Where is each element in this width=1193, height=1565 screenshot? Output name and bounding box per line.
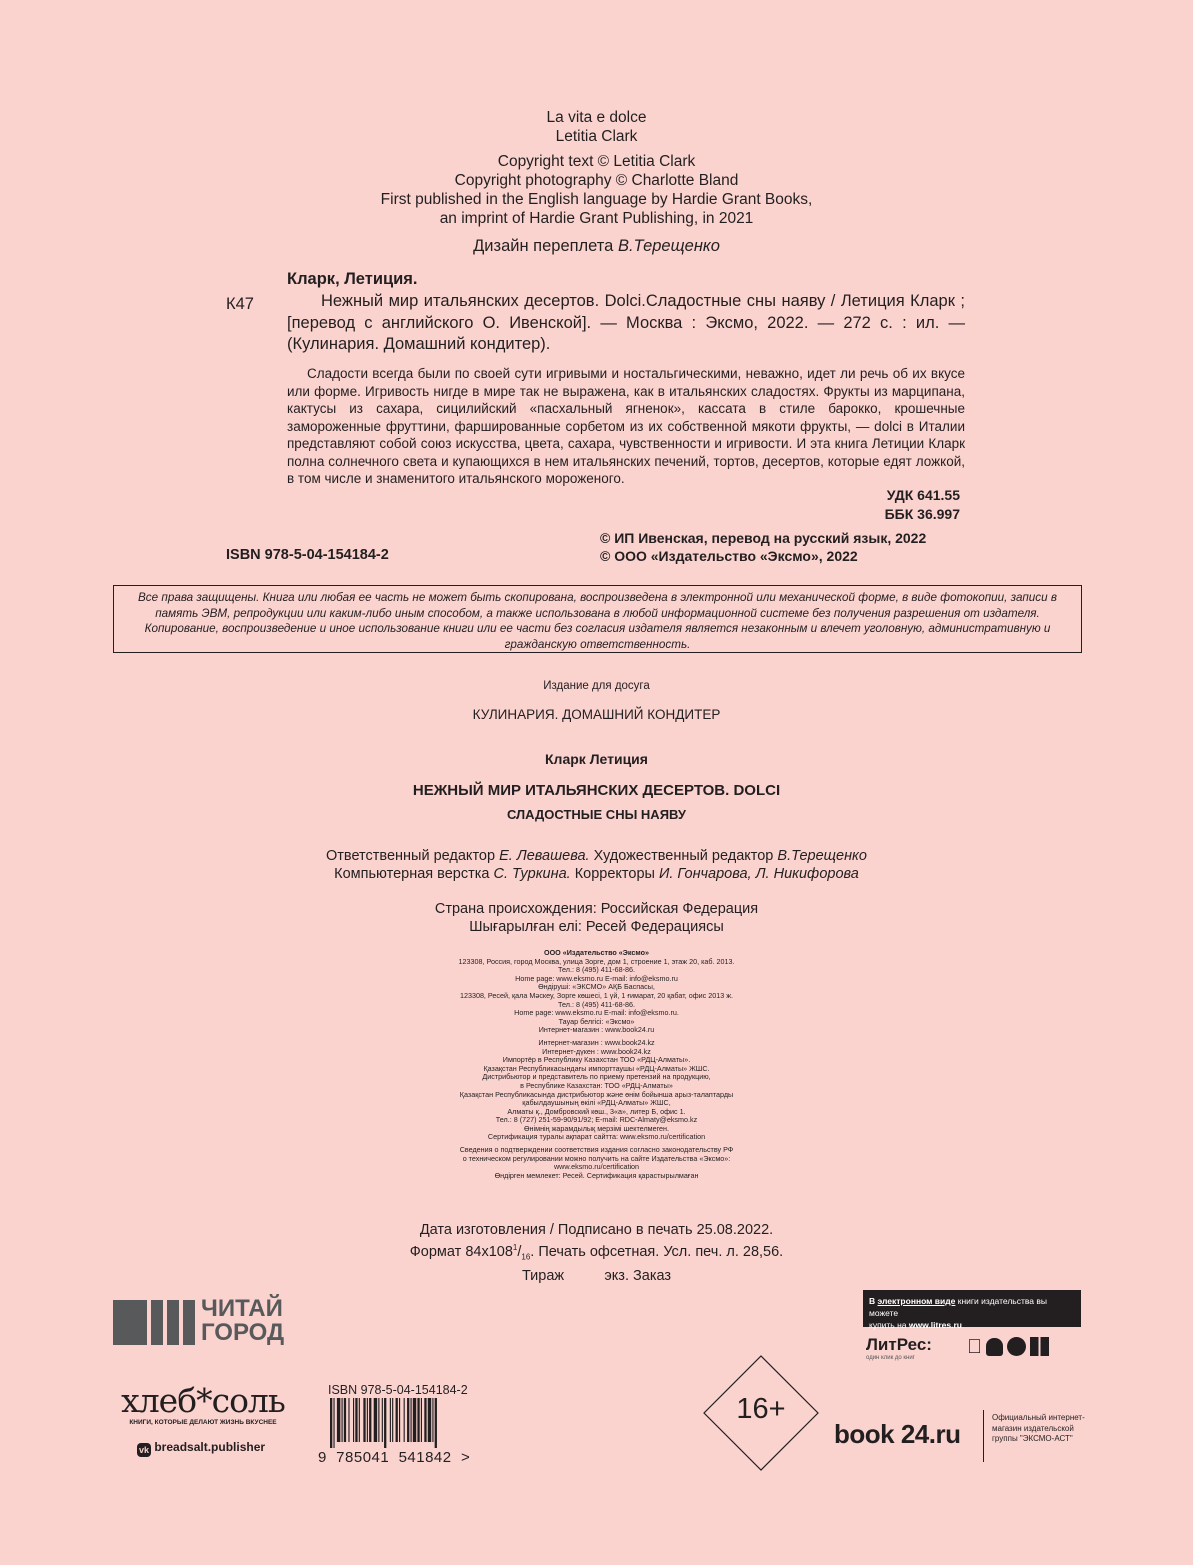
barcode-bar <box>392 1398 393 1442</box>
barcode-bar <box>435 1398 437 1448</box>
barcode-bar <box>348 1398 349 1442</box>
barcode <box>328 1398 478 1448</box>
original-author: Letitia Clark <box>555 128 638 145</box>
barcode-bar <box>333 1398 334 1448</box>
barcode-bar <box>369 1398 371 1442</box>
imprint-line: Өндіруші: «ЭКСМО» АҚБ Баспасы, <box>538 982 655 992</box>
first-published-line1: First published in the English language by Hardie Grant Books, <box>380 191 813 208</box>
isbn: ISBN 978-5-04-154184-2 <box>226 547 389 563</box>
barcode-bar <box>432 1398 433 1442</box>
android-icon <box>986 1338 1003 1356</box>
imprint-line: 123308, Ресей, қала Мәскеу, Зорге көшесі, 1 үй, 1 ғимарат, 20 қабат, офис 2013 ж. <box>459 990 734 1000</box>
barcode-bar <box>330 1398 332 1448</box>
staff-line2: Компьютерная верстка С. Туркина. Корректоры И. Гончарова, Л. Никифорова <box>334 866 859 882</box>
copyright-ru <box>600 529 926 565</box>
book24-note: Официальный интернет-магазин издательской группы "ЭКСМО-АСТ" <box>992 1413 1085 1443</box>
imprint-line: Интернет-дүкен : www.book24.kz <box>542 1046 651 1056</box>
barcode-bar <box>424 1398 426 1442</box>
imprint-line: Қазақстан Республикасында дистрибьютор және өнім бойынша арыз-талаптарды <box>459 1089 734 1099</box>
first-published-line2: an imprint of Hardie Grant Publishing, in 2021 <box>439 210 754 227</box>
age-rating: 16+ <box>736 1393 786 1425</box>
book-title: НЕЖНЫЙ МИР ИТАЛЬЯНСКИХ ДЕСЕРТОВ. DOLCI <box>412 782 781 799</box>
imprint-line: Өнімнің жарамдылық мерзімі шектелмеген. <box>523 1123 670 1133</box>
cover-design: Дизайн переплета В.Терещенко <box>473 237 720 255</box>
imprint-line: 123308, Россия, город Москва, улица Зорге, дом 1, строение 1, этаж 20, каб. 2013. <box>458 956 735 966</box>
barcode-bar <box>417 1398 419 1442</box>
print-details <box>0 1221 1193 1285</box>
barcode-bar <box>413 1398 416 1442</box>
barcode-bar <box>390 1398 391 1442</box>
barcode-bar <box>382 1398 383 1442</box>
barcode-bar <box>411 1398 412 1442</box>
barcode-bar <box>342 1398 343 1442</box>
author-name: Кларк Летиция <box>545 751 648 767</box>
barcode-bar <box>428 1398 431 1442</box>
imprint-line: Home page: www.eksmo.ru E-mail: info@eksmo.ru. <box>514 1008 679 1018</box>
imprint-line: в Республике Казахстан: ТОО «РДЦ-Алматы» <box>520 1080 673 1090</box>
imprint-line: Алматы қ., Домбровский көш., 3«а», литер Б, офис 1. <box>507 1106 686 1116</box>
copyright-text: Copyright text © Letitia Clark <box>497 153 696 170</box>
barcode-bar <box>399 1398 400 1442</box>
bib-entry: Нежный мир итальянских десертов. Dolci.Сладостные сны наяву / Летиция Кларк ; [перевод с английского О. Ивенской]. — Москва : Эксмо, 2022. — 272 с. : ил. — (Кулинария. Домашний кондитер). <box>287 292 965 353</box>
barcode-bar <box>378 1398 379 1442</box>
udk: УДК 641.55 <box>886 487 960 503</box>
imprint-line: Сертификация туралы ақпарат сайтта: www.eksmo.ru/certification <box>487 1132 706 1142</box>
chitai-gorod-logo: ЧИТАЙ ГОРОД <box>113 1300 303 1346</box>
litres-banner: В электронном виде книги издательства вы можете купить на www.litres.ru <box>863 1290 1081 1327</box>
original-title: La vita e dolce <box>546 109 647 126</box>
copyright-photo: Copyright photography © Charlotte Bland <box>454 172 739 189</box>
barcode-bar <box>407 1398 409 1442</box>
print-run: Тираж экз. Заказ <box>521 1267 672 1284</box>
imprint-line: Сведения о подтверждении соответствия издания согласно законодательству РФ <box>459 1145 734 1155</box>
barcode-bar <box>367 1398 368 1442</box>
imprint-line: Дистрибьютор и представитель по приему претензий на продукцию, <box>482 1072 711 1082</box>
country-ru: Страна происхождения: Российская Федерация <box>434 901 759 917</box>
litres-tagline: один клик до книг <box>866 1355 915 1361</box>
book-subtitle: СЛАДОСТНЫЕ СНЫ НАЯВУ <box>506 807 687 822</box>
barcode-bar <box>421 1398 422 1442</box>
original-credits <box>0 108 1193 256</box>
copyright-publisher: © ООО «Издательство «Эксмо», 2022 <box>600 548 858 564</box>
khleb-sol-logo: хлеб*соль КНИГИ, КОТОРЫЕ ДЕЛАЮТ ЖИЗНЬ ВКУСНЕЕ <box>121 1381 285 1426</box>
barcode-bar <box>344 1398 346 1442</box>
barcode-bar <box>359 1398 360 1442</box>
apple-icon <box>967 1336 986 1358</box>
imprint-line: қабылдаушының өкілі «РДЦ-Алматы» ЖШС, <box>522 1098 671 1108</box>
barcode-bar <box>396 1398 398 1442</box>
imprint-line: Өндірген мемлекет: Ресей. Сертификация қарастырылмаған <box>494 1170 699 1180</box>
imprint-line: Тел.: 8 (495) 411-68-86. <box>558 999 635 1009</box>
imprint-line: ООО «Издательство «Эксмо» <box>543 948 649 957</box>
series-name: КУЛИНАРИЯ. ДОМАШНИЙ КОНДИТЕР <box>472 707 721 722</box>
imprint-line: Интернет-магазин : www.book24.kz <box>538 1037 655 1047</box>
staff-line1: Ответственный редактор Е. Левашева. Художественный редактор В.Терещенко <box>326 848 867 864</box>
bib-heading: Кларк, Летиция. <box>287 270 418 288</box>
barcode-bar <box>363 1398 365 1442</box>
bib-annotation: Сладости всегда были по своей сути игривыми и ностальгическими, неважно, идет ли речь об их вкусе или форме. Игривость нигде в мире так не выражена, как в итальянских сладостях. Фрукты из марципана, кактусы из сахара, сицилийский «пасхальный ягненок», кассата в стиле барокко, крошечные замороженные фруттини, фаршированные сорбетом из их собственной мякоти фрукты, — dolci в Италии представляют собой союз искусства, цвета, сахара, чувственности и игривости. И эта книга Летиции Кларк полна солнечного света и купающихся в нем итальянских печений, тортов, десертов, которые едят ложкой, в том числе и знаменитого итальянского мороженого. <box>287 366 965 486</box>
book24-logo: book 24.ru <box>834 1419 961 1449</box>
rights-notice: Все права защищены. Книга или любая ее часть не может быть скопирована, воспроизведена в электронной или механической форме, в виде фотокопии, записи в память ЭВМ, репродукции или каким-либо иным способом, а также использована в любой информационной системе без получения разрешения от издателя. Копирование, воспроизведение и иное использование книги или ее части без согласия издателя является незаконным и влечет уголовную, административную и гражданскую ответственность. <box>113 585 1082 653</box>
imprint-line: www.eksmo.ru/certification <box>553 1162 640 1172</box>
barcode-digits: 9 785041 541842 > <box>318 1449 471 1466</box>
copyright-translation: © ИП Ивенская, перевод на русский язык, 2022 <box>600 530 927 546</box>
breadsalt-social: vk breadsalt.publisher <box>138 1440 266 1455</box>
country-origin <box>0 900 1193 936</box>
imprint-line: Қазақстан Республикасындағы импорттаушы «РДЦ-Алматы» ЖШС. <box>483 1063 710 1073</box>
edition-purpose: Издание для досуга <box>543 680 650 692</box>
barcode-bar <box>337 1398 340 1442</box>
print-format: Формат $84x108^1/_{16}$. Печать офсетная. Усл. печ. л. 28,56. <box>409 1243 784 1262</box>
vk-icon: vk <box>138 1445 149 1455</box>
barcode-bar <box>384 1398 386 1448</box>
imprint-line: Тауар белгісі: «Эксмо» <box>558 1016 635 1026</box>
litres-logo: ЛитРес: <box>866 1335 932 1354</box>
barcode-bar <box>374 1398 377 1442</box>
windows-icon <box>1030 1337 1049 1356</box>
imprint-line: Тел.: 8 (495) 411-68-86. <box>558 965 635 975</box>
barcode-isbn: ISBN 978-5-04-154184-2 <box>328 1383 468 1397</box>
barcode-bar <box>355 1398 357 1442</box>
imprint-line: Home page: www.eksmo.ru E-mail: info@eksmo.ru <box>515 973 678 983</box>
imprint-line: Импортёр в Республику Казахстан ТОО «РДЦ-Алматы». <box>502 1055 691 1065</box>
udk-bbk <box>600 486 960 524</box>
barcode-bar <box>353 1398 354 1442</box>
barcode-bar <box>404 1398 405 1442</box>
bib-code: К47 <box>226 295 254 313</box>
print-date: Дата изготовления / Подписано в печать 25.08.2022. <box>419 1222 774 1238</box>
imprint-line: о техническом регулировании можно получить на сайте Издательства «Эксмо»: <box>462 1153 731 1163</box>
windows-phone-icon <box>1007 1337 1026 1356</box>
imprint-line: Тел.: 8 (727) 251-59-90/91/92; E-mail: RDC-Almaty@eksmo.kz <box>495 1115 698 1125</box>
staff-credits <box>0 847 1193 883</box>
imprint-line: Интернет-магазин : www.book24.ru <box>538 1025 655 1035</box>
country-kz: Шығарылған елі: Ресей Федерациясы <box>469 919 724 935</box>
platform-icons <box>967 1334 1049 1360</box>
imprint-block <box>0 949 1193 1180</box>
bbk: ББК 36.997 <box>884 506 960 522</box>
